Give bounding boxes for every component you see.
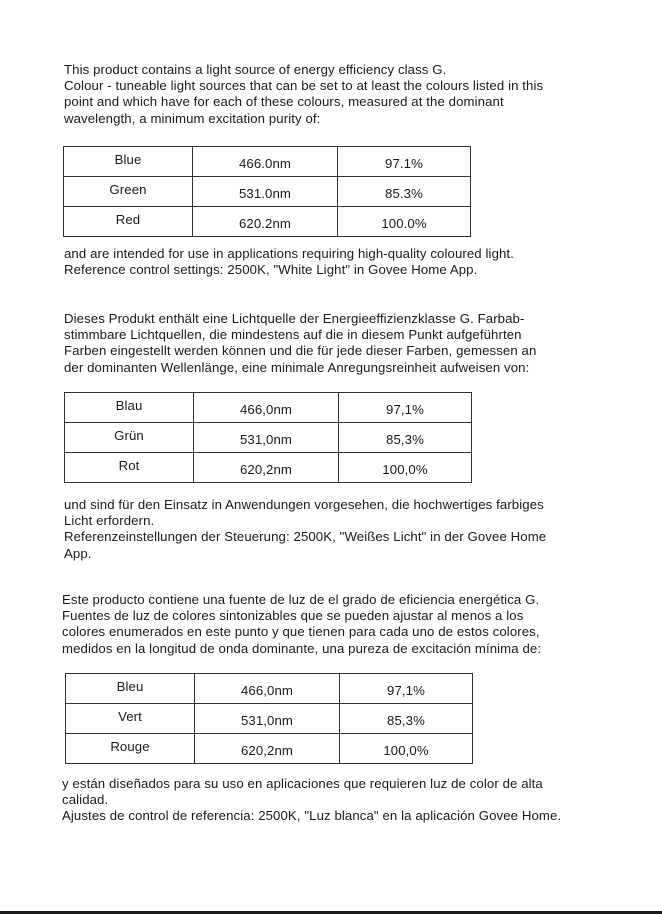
wavelength-cell: 466,0nm [195, 674, 340, 704]
purity-cell: 97,1% [340, 674, 473, 704]
table-row [65, 393, 472, 423]
table-row [66, 704, 473, 734]
german-outro-paragraph: und sind für den Einsatz in Anwendungen vorgesehen, die hochwertiges farbiges Licht erfordern. Referenzeinstellungen der Steuerung: 2500K, "Weißes Licht" in der Govee Home App. [64, 497, 547, 561]
spanish-color-purity-table [65, 673, 473, 764]
table-row [64, 177, 471, 207]
table-row [64, 207, 471, 237]
german-intro-paragraph: Dieses Produkt enthält eine Lichtquelle der Energieeffizienzklasse G. Farbab- stimmbare Lichtquellen, die mindestens auf die in diesem Punkt aufgeführten Farben eingestellt werden können und die für jede dieser Farben, gemessen an der dominanten Wellenlänge, eine minimale Anregungsreinheit aufweisen von: [64, 311, 537, 375]
color-cell: Bleu [66, 674, 195, 704]
color-cell: Rot [65, 453, 194, 483]
purity-cell: 97.1% [338, 147, 471, 177]
table-row [65, 453, 472, 483]
wavelength-cell: 531.0nm [193, 177, 338, 207]
color-cell: Green [64, 177, 193, 207]
english-color-purity-table [63, 146, 471, 237]
english-intro-paragraph: This product contains a light source of energy efficiency class G. Colour - tuneable light sources that can be set to at least the colours listed in this point and which have for each of these colours, measured at the dominant wavelength, a minimum excitation purity of: [64, 62, 544, 126]
wavelength-cell: 620,2nm [194, 453, 339, 483]
german-color-purity-table [64, 392, 472, 483]
purity-cell: 85,3% [340, 704, 473, 734]
purity-cell: 100,0% [340, 734, 473, 764]
color-cell: Grün [65, 423, 194, 453]
color-cell: Rouge [66, 734, 195, 764]
wavelength-cell: 531,0nm [195, 704, 340, 734]
wavelength-cell: 620,2nm [195, 734, 340, 764]
table-row [64, 147, 471, 177]
table-row [66, 734, 473, 764]
table-row [66, 674, 473, 704]
purity-cell: 97,1% [339, 393, 472, 423]
color-cell: Blau [65, 393, 194, 423]
color-cell: Red [64, 207, 193, 237]
purity-cell: 100,0% [339, 453, 472, 483]
color-cell: Vert [66, 704, 195, 734]
purity-cell: 85,3% [339, 423, 472, 453]
wavelength-cell: 466,0nm [194, 393, 339, 423]
purity-cell: 100.0% [338, 207, 471, 237]
spanish-outro-paragraph: y están diseñados para su uso en aplicaciones que requieren luz de color de alta calidad. Ajustes de control de referencia: 2500K, "Luz blanca" en la aplicación Govee Home. [62, 776, 562, 824]
english-outro-paragraph: and are intended for use in applications requiring high-quality coloured light. Reference control settings: 2500K, "White Light" in Govee Home App. [64, 246, 514, 278]
table-row [65, 423, 472, 453]
wavelength-cell: 466.0nm [193, 147, 338, 177]
color-cell: Blue [64, 147, 193, 177]
purity-cell: 85.3% [338, 177, 471, 207]
wavelength-cell: 620.2nm [193, 207, 338, 237]
wavelength-cell: 531,0nm [194, 423, 339, 453]
spanish-intro-paragraph: Este producto contiene una fuente de luz de el grado de eficiencia energética G. Fuentes de luz de colores sintonizables que se pueden ajustar al menos a los colores enumerados en este punto y que tienen para cada uno de estos colores, medidos en la longitud de onda dominante, una pureza de excitación mínima de: [62, 592, 542, 656]
